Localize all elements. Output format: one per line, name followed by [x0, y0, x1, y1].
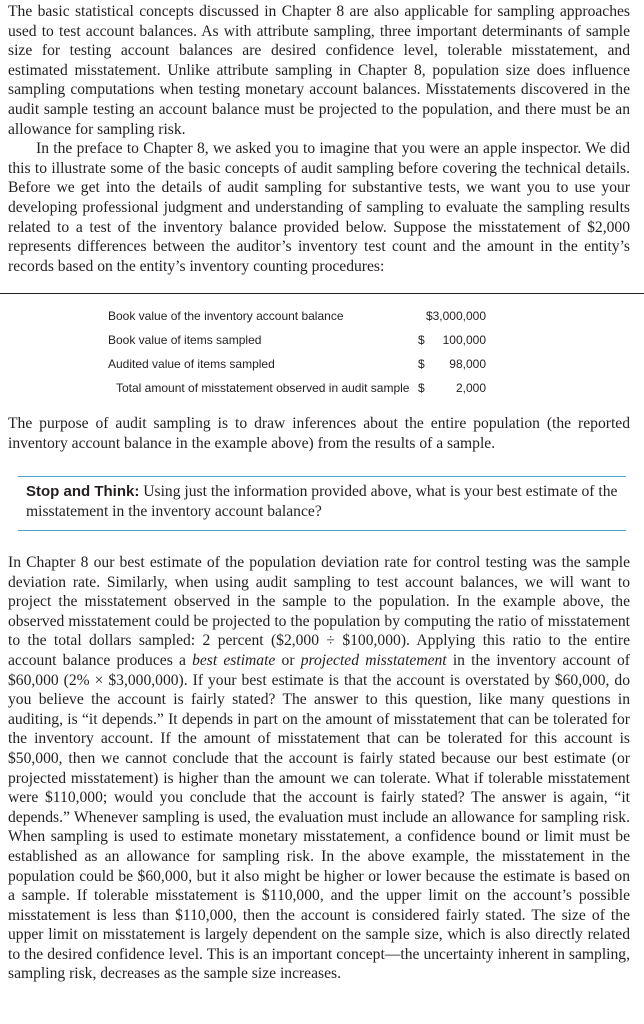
stop-and-think-text: Stop and Think: Using just the information provided above, what is your best estimate of the misstatement in the inventory account balance? [26, 483, 618, 520]
estimate-section [8, 553, 630, 984]
term-projected-misstatement: projected misstatement [300, 651, 447, 669]
stop-and-think-heading: Stop and Think: [26, 483, 140, 500]
row-amount: $ 100,000 [418, 333, 486, 347]
paragraph-best-estimate: In Chapter 8 our best estimate of the population deviation rate for control testing was the sample deviation rate. Similarly, when using audit sampling to test account balances, we will want to project the misstatement observed in the sample to the population. In the example above, the observed misstatement could be projected to the population by computing the ratio of misstatement to the total dollars sampled: 2 percent ($2,000 ÷ $100,000). Applying this ratio to the entire account balance produces a best estimate or projected misstatement in the inventory account of $60,000 (2% × $3,000,000). If your best estimate is that the account is overstated by $60,000, do you believe the account is fairly stated? The answer to this question, like many questions in auditing, is “it depends.” It depends in part on the amount of misstatement that can be tolerated for the inventory account. If the amount of misstatement that can be tolerated for this account is $50,000, then we cannot conclude that the account is fairly stated because our best estimate (or projected misstatement) is higher than the amount we can tolerate. What if tolerable misstatement were $110,000; would you conclude that the account is fairly stated? The answer is again, “it depends.” Whenever sampling is used, the evaluation must include an allowance for sampling risk. When sampling is used to estimate monetary misstatement, a confidence bound or limit must be established as an allowance for sampling risk. In the above example, the misstatement in the population could be $60,000, but it also might be higher or lower because the estimate is based on a sample. If tolerable misstatement is $110,000, and the upper limit on the account’s possible misstatement is less than $110,000, then the account is considered fairly stated. The size of the upper limit on misstatement is largely dependent on the sample size, which is also directly related to the desired confidence level. This is an important concept—the uncertainty inherent in sampling, sampling risk, decreases as the sample size increases. [8, 554, 630, 983]
stop-and-think-box [18, 476, 626, 531]
table-row [108, 352, 490, 376]
table-row [108, 376, 490, 400]
section-divider [0, 293, 644, 294]
paragraph-apple-inspector: In the preface to Chapter 8, we asked you to imagine that you were an apple inspector. We did this to illustrate some of the basic concepts of audit sampling before covering the technical details. Before we get into the details of audit sampling for substantive tests, we want you to use your developing professional judgment and understanding of sampling to evaluate the sampling results related to a test of the inventory balance provided below. Suppose the misstatement of $2,000 represents differences between the auditor’s inventory test count and the amount in the entity’s records based on the entity’s inventory counting procedures: [8, 140, 630, 275]
table-row [108, 304, 490, 328]
term-best-estimate: best estimate [192, 651, 276, 669]
row-amount: $ 2,000 [418, 381, 486, 395]
row-amount: $ 98,000 [418, 357, 486, 371]
paragraph-purpose: The purpose of audit sampling is to draw inferences about the entire population (the reported inventory account balance in the example above) from the results of a sample. [8, 415, 630, 452]
table-row [108, 328, 490, 352]
inventory-sample-table [108, 304, 490, 400]
row-label: Audited value of items sampled [108, 357, 275, 371]
paragraph-intro: The basic statistical concepts discussed in Chapter 8 are also applicable for sampling approaches used to test account balances. As with attribute sampling, three important determinants of sample size for testing account balances are desired confidence level, tolerable misstatement, and estimated misstatement. Unlike attribute sampling in Chapter 8, population size does influence sampling computations when testing monetary account balances. Misstatements discovered in the audit sample testing an account balance must be projected to the population, and there must be an allowance for sampling risk. [8, 3, 630, 138]
row-label: Book value of items sampled [108, 333, 262, 347]
intro-section [8, 2, 630, 276]
row-amount: $3,000,000 [425, 309, 486, 323]
purpose-section [8, 414, 630, 453]
row-label: Total amount of misstatement observed in audit sample [116, 381, 410, 395]
row-label: Book value of the inventory account balance [108, 309, 344, 323]
